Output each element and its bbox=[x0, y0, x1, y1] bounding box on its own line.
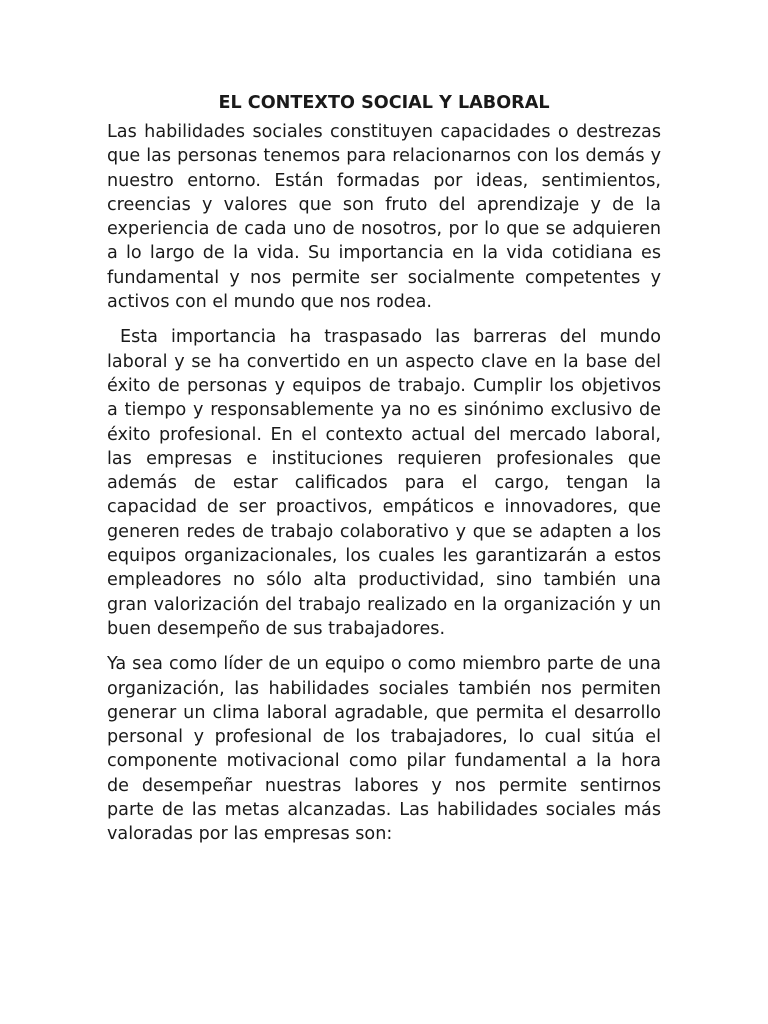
paragraph-clima-laboral: Ya sea como líder de un equipo o como miembro parte de una organización, las habilidades sociales también nos permiten generar un clima laboral agradable, que permita el desarrollo personal y profesional de los trabajadores, lo cual sitúa el componente motivacional como pilar fundamental a la hora de desempeñar nuestras labores y nos permite sentirnos parte de las metas alcanzadas. Las habilidades sociales más valoradas por las empresas son: bbox=[107, 654, 661, 845]
document-body bbox=[107, 92, 661, 858]
document-title: EL CONTEXTO SOCIAL Y LABORAL bbox=[218, 93, 550, 113]
paragraph-importancia-laboral: Esta importancia ha traspasado las barreras del mundo laboral y se ha convertido en un aspecto clave en la base del éxito de personas y equipos de trabajo. Cumplir los objetivos a tiempo y responsablemente ya no es sinónimo exclusivo de éxito profesional. En el contexto actual del mercado laboral, las empresas e instituciones requieren profesionales que además de estar calificados para el cargo, tengan la capacidad de ser proactivos, empáticos e innovadores, que generen redes de trabajo colaborativo y que se adapten a los equipos organizacionales, los cuales les garantizarán a estos empleadores no sólo alta productividad, sino también una gran valorización del trabajo realizado en la organización y un buen desempeño de sus trabajadores. bbox=[107, 327, 661, 639]
paragraph-habilidades-sociales: Las habilidades sociales constituyen capacidades o destrezas que las personas tenemos para relacionarnos con los demás y nuestro entorno. Están formadas por ideas, sentimientos, creencias y valores que son fruto del aprendizaje y de la experiencia de cada uno de nosotros, por lo que se adquieren a lo largo de la vida. Su importancia en la vida cotidiana es fundamental y nos permite ser socialmente competentes y activos con el mundo que nos rodea. bbox=[107, 122, 661, 313]
